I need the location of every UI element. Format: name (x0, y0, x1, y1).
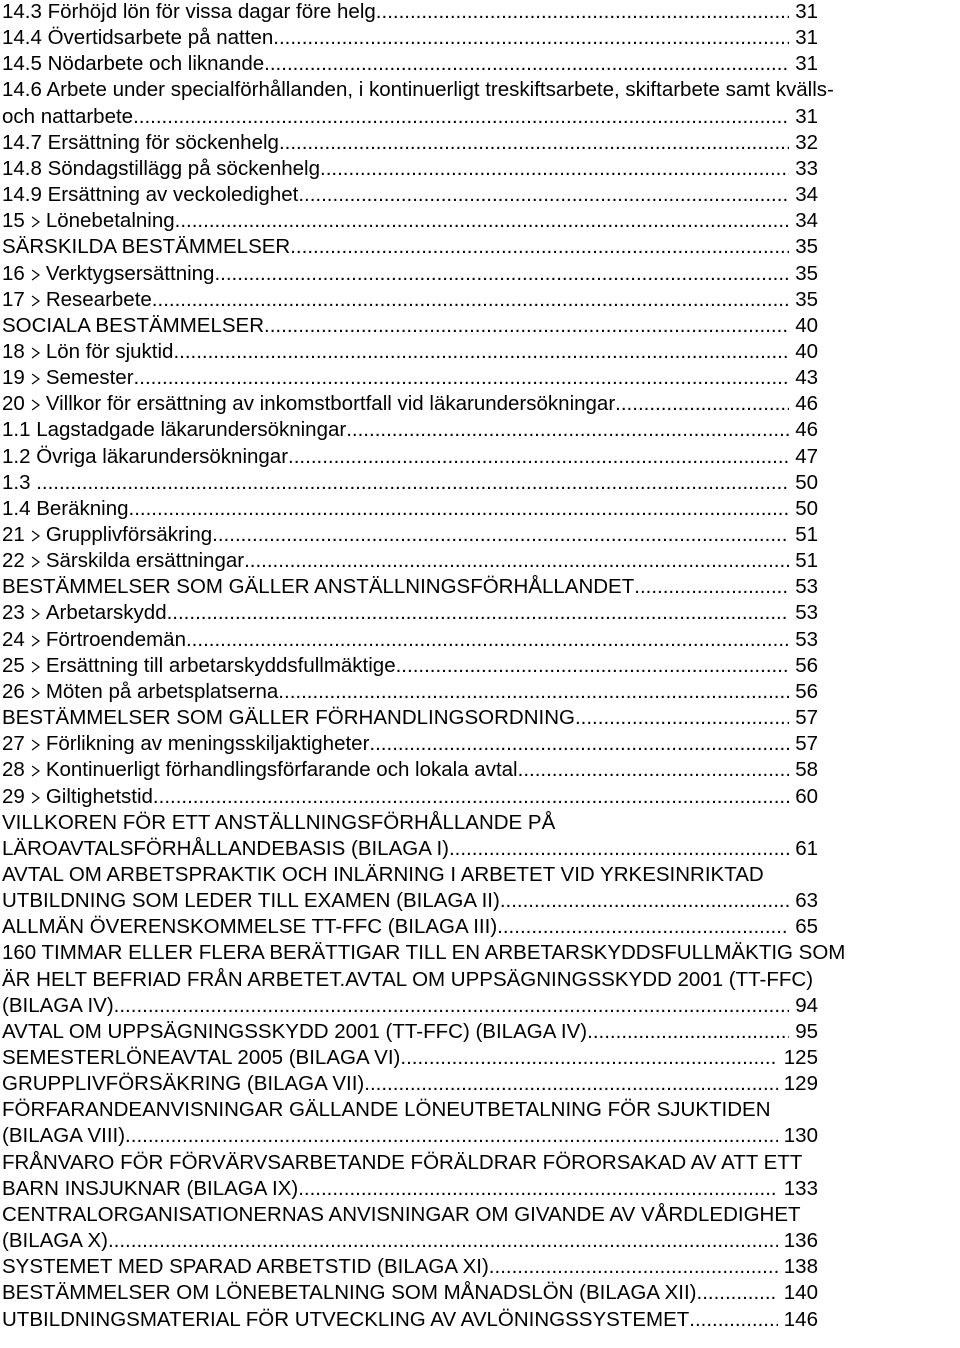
dot-leader (449, 836, 789, 862)
entry-number: 23 (2, 601, 25, 625)
dot-leader (689, 1307, 778, 1333)
toc-line (0, 967, 960, 993)
dot-leader (153, 784, 789, 810)
toc-entry-continuation[interactable] (2, 888, 818, 914)
toc-entry-heading[interactable] (2, 1202, 801, 1228)
entry-title: ALLMÄN ÖVERENSKOMMELSE TT-FFC (BILAGA III) (2, 915, 498, 939)
toc-line (0, 0, 960, 25)
toc-entry-heading[interactable] (2, 810, 555, 836)
entry-title: Grupplivförsäkring (45, 523, 213, 546)
entry-number: 14.4 (2, 26, 42, 50)
entry-title: Förhöjd lön för vissa dagar före helg (47, 0, 376, 23)
dot-leader (396, 653, 790, 679)
toc-line (0, 1280, 960, 1306)
entry-page-number: 57 (795, 706, 818, 730)
dot-leader (264, 313, 789, 339)
dot-leader (376, 0, 789, 25)
toc-entry[interactable] (2, 784, 818, 810)
entry-page-number: 50 (795, 496, 818, 520)
entry-title: Ersättning av veckoledighet (47, 183, 299, 207)
tab-arrow-icon (31, 687, 40, 699)
toc-entry-continuation[interactable] (2, 993, 818, 1019)
toc-entry[interactable] (2, 600, 818, 626)
toc-line (0, 234, 960, 260)
entry-title: Kontinuerligt förhandlingsförfarande och lokala avtal (45, 758, 518, 782)
entry-number: 15 (2, 209, 25, 233)
dot-leader (278, 679, 789, 705)
toc-entry-continuation[interactable] (2, 1176, 818, 1202)
tab-arrow-icon (31, 295, 40, 307)
entry-title: Särskilda ersättningar (45, 549, 245, 573)
dot-leader (167, 600, 790, 626)
toc-entry-heading[interactable] (2, 862, 764, 888)
entry-title: Möten på arbetsplatserna (45, 679, 279, 703)
toc-entry[interactable] (2, 705, 818, 731)
entry-page-number: 136 (783, 1229, 818, 1253)
toc-line (0, 287, 960, 313)
entry-number: 17 (2, 287, 25, 311)
entry-title-continuation: och nattarbete (2, 104, 134, 128)
dot-leader (290, 234, 789, 260)
dot-leader (298, 182, 789, 208)
toc-entry[interactable] (2, 522, 818, 548)
toc-entry-heading[interactable] (2, 1097, 771, 1123)
toc-line (0, 77, 960, 103)
entry-page-number: 51 (795, 549, 818, 573)
entry-number: 29 (2, 784, 25, 808)
toc-line (0, 208, 960, 234)
entry-title: Nödarbete och liknande (47, 52, 265, 76)
entry-title-continuation-text: ÄR HELT BEFRIAD FRÅN ARBETET.AVTAL OM UPPSÄGNINGSSKYDD 2001 (TT-FFC) (2, 967, 814, 991)
entry-title: Semester (45, 366, 134, 390)
toc-line (0, 705, 960, 731)
dot-leader (214, 261, 789, 287)
entry-number: 14.3 (2, 0, 42, 23)
toc-entry[interactable] (2, 627, 818, 653)
entry-title-continuation: BARN INSJUKNAR (BILAGA IX) (2, 1176, 299, 1200)
entry-number: 22 (2, 549, 25, 573)
entry-page-number: 32 (795, 130, 818, 154)
toc-line (0, 940, 960, 966)
toc-line (0, 679, 960, 705)
dot-leader (152, 287, 789, 313)
toc-entry[interactable] (2, 25, 818, 51)
toc-entry[interactable] (2, 757, 818, 783)
toc-entry[interactable] (2, 365, 818, 391)
toc-line (0, 862, 960, 888)
entry-page-number: 34 (795, 183, 818, 207)
toc-line (0, 470, 960, 496)
entry-title: AVTAL OM ARBETSPRAKTIK OCH INLÄRNING I ARBETET VID YRKESINRIKTAD (2, 862, 764, 886)
entry-page-number: 146 (783, 1307, 818, 1331)
dot-leader (212, 522, 789, 548)
toc-line (0, 600, 960, 626)
entry-title: Giltighetstid (45, 784, 153, 808)
toc-line (0, 784, 960, 810)
entry-title: FRÅNVARO FÖR FÖRVÄRVSARBETANDE FÖRÄLDRAR FÖRORSAKAD AV ATT ETT (2, 1150, 803, 1174)
entry-page-number: 35 (795, 261, 818, 285)
entry-page-number: 129 (783, 1072, 818, 1096)
entry-title: Ersättning för söckenhelg (47, 130, 279, 154)
toc-entry[interactable] (2, 548, 818, 574)
entry-title-continuation: UTBILDNING SOM LEDER TILL EXAMEN (BILAGA II) (2, 889, 500, 913)
entry-title: Arbete under specialförhållanden, i kontinuerligt treskiftsarbete, skiftarbete samt kvälls- (46, 78, 834, 102)
entry-title: CENTRALORGANISATIONERNAS ANVISNINGAR OM GIVANDE AV VÅRDLEDIGHET (2, 1202, 801, 1226)
toc-line (0, 1045, 960, 1071)
toc-line (0, 1019, 960, 1045)
toc-line (0, 496, 960, 522)
dot-leader (173, 339, 789, 365)
toc-line (0, 130, 960, 156)
entry-title: SYSTEMET MED SPARAD ARBETSTID (BILAGA XI) (2, 1255, 489, 1279)
toc-line (0, 417, 960, 443)
tab-arrow-icon (31, 739, 40, 751)
dot-leader (320, 156, 789, 182)
entry-title: Arbetarskydd (45, 601, 167, 625)
entry-page-number: 57 (795, 732, 818, 756)
dot-leader (615, 391, 789, 417)
entry-title: Villkor för ersättning av inkomstbortfall vid läkarundersökningar (45, 392, 616, 416)
entry-page-number: 94 (795, 993, 818, 1017)
entry-title: Lön för sjuktid (45, 339, 174, 363)
entry-page-number: 140 (783, 1281, 818, 1305)
toc-entry-heading[interactable] (2, 1150, 802, 1176)
dot-leader (288, 444, 789, 470)
dot-leader (175, 208, 790, 234)
toc-entry[interactable] (2, 496, 818, 522)
toc-line (0, 1228, 960, 1254)
entry-page-number: 138 (783, 1255, 818, 1279)
entry-number: 14.6 (2, 78, 42, 102)
entry-page-number: 133 (783, 1176, 818, 1200)
entry-page-number: 40 (795, 313, 818, 337)
toc-entry[interactable] (2, 574, 818, 600)
toc-line (0, 836, 960, 862)
toc-line (0, 391, 960, 417)
entry-title-continuation: (BILAGA VIII) (2, 1124, 126, 1148)
toc-line (0, 1176, 960, 1202)
dot-leader (575, 705, 789, 731)
dot-leader (129, 496, 790, 522)
dot-leader (273, 25, 789, 51)
dot-leader (264, 51, 789, 77)
toc-entry-continuation[interactable] (2, 836, 818, 862)
toc-line (0, 731, 960, 757)
entry-page-number: 56 (795, 653, 818, 677)
entry-page-number: 31 (795, 52, 818, 76)
toc-entry[interactable] (2, 208, 818, 234)
toc-entry[interactable] (2, 234, 818, 260)
toc-line (0, 1123, 960, 1149)
entry-title: Söndagstillägg på söckenhelg (47, 156, 321, 180)
dot-leader (134, 365, 790, 391)
entry-page-number: 125 (783, 1046, 818, 1069)
toc-line (0, 444, 960, 470)
toc-entry[interactable] (2, 182, 818, 208)
entry-page-number: 51 (795, 523, 818, 546)
entry-number: 20 (2, 392, 25, 416)
dot-leader (346, 417, 789, 443)
entry-page-number: 58 (795, 758, 818, 782)
entry-number: 14.9 (2, 183, 42, 207)
entry-title: 160 TIMMAR ELLER FLERA BERÄTTIGAR TILL EN ARBETARSKYDDSFULLMÄKTIG SOM (2, 941, 846, 965)
entry-page-number: 40 (795, 339, 818, 363)
dot-leader (400, 1045, 777, 1071)
entry-number: 28 (2, 758, 25, 782)
toc-entry-continuation[interactable] (2, 1228, 818, 1254)
dot-leader (497, 914, 789, 940)
entry-number: 21 (2, 523, 25, 546)
tab-arrow-icon (31, 216, 40, 228)
toc-entry[interactable] (2, 51, 818, 77)
toc-entry[interactable] (2, 417, 818, 443)
entry-title: Researbete (45, 287, 152, 311)
entry-title: AVTAL OM UPPSÄGNINGSSKYDD 2001 (TT-FFC) (BILAGA IV) (2, 1019, 588, 1043)
entry-title: SOCIALA BESTÄMMELSER (2, 313, 265, 337)
toc-entry[interactable] (2, 391, 818, 417)
tab-arrow-icon (31, 556, 40, 568)
toc-line (0, 182, 960, 208)
toc-line (0, 51, 960, 77)
tab-arrow-icon (31, 269, 40, 281)
entry-page-number: 43 (795, 366, 818, 390)
toc-line (0, 574, 960, 600)
toc-line (0, 522, 960, 548)
toc-entry[interactable] (2, 0, 818, 25)
entry-title: SÄRSKILDA BESTÄMMELSER (2, 235, 291, 259)
entry-title: BESTÄMMELSER OM LÖNEBETALNING SOM MÅNADSLÖN (BILAGA XII) (2, 1281, 697, 1305)
toc-line (0, 1150, 960, 1176)
entry-number: 14.8 (2, 156, 42, 180)
dot-leader (369, 731, 789, 757)
entry-page-number: 61 (795, 836, 818, 860)
entry-title: BESTÄMMELSER SOM GÄLLER ANSTÄLLNINGSFÖRHÅLLANDET (2, 575, 635, 599)
toc-line (0, 339, 960, 365)
toc-line (0, 888, 960, 914)
entry-page-number: 47 (795, 444, 818, 468)
toc-entry[interactable] (2, 653, 818, 679)
toc-entry[interactable] (2, 444, 818, 470)
toc-entry-heading[interactable] (2, 77, 834, 103)
entry-title: FÖRFARANDEANVISNINGAR GÄLLANDE LÖNEUTBETALNING FÖR SJUKTIDEN (2, 1098, 771, 1122)
toc-line (0, 914, 960, 940)
entry-page-number: 63 (795, 889, 818, 913)
toc-line (0, 1307, 960, 1333)
entry-title-continuation: LÄROAVTALSFÖRHÅLLANDEBASIS (BILAGA I) (2, 836, 449, 860)
dot-leader (108, 1228, 778, 1254)
entry-page-number: 50 (795, 470, 818, 494)
tab-arrow-icon (31, 399, 40, 411)
toc-line (0, 313, 960, 339)
dot-leader (36, 470, 789, 496)
dot-leader (587, 1019, 789, 1045)
toc-entry[interactable] (2, 156, 818, 182)
entry-title-continuation (2, 967, 813, 993)
entry-title: VILLKOREN FÖR ETT ANSTÄLLNINGSFÖRHÅLLANDE PÅ (2, 810, 556, 834)
entry-title: Förlikning av meningsskiljaktigheter (45, 732, 370, 756)
entry-page-number: 33 (795, 156, 818, 180)
entry-title: GRUPPLIVFÖRSÄKRING (BILAGA VII) (2, 1072, 365, 1096)
entry-title: Beräkning (36, 496, 129, 520)
entry-number: 1.1 (2, 418, 31, 442)
toc-line (0, 156, 960, 182)
entry-number: 24 (2, 627, 25, 651)
entry-title: Lönebetalning (45, 209, 175, 233)
entry-title: Övertidsarbete på natten (47, 26, 274, 50)
toc-line (0, 993, 960, 1019)
toc-entry[interactable] (2, 339, 818, 365)
toc-entry[interactable] (2, 261, 818, 287)
dot-leader (518, 757, 790, 783)
dot-leader (133, 104, 789, 130)
toc-line (0, 757, 960, 783)
toc-entry[interactable] (2, 313, 818, 339)
toc-entry[interactable] (2, 1280, 818, 1306)
dot-leader (186, 627, 789, 653)
entry-page-number: 130 (783, 1124, 818, 1148)
tab-arrow-icon (31, 347, 40, 359)
toc-entry[interactable] (2, 1071, 818, 1097)
toc-entry[interactable] (2, 287, 818, 313)
dot-leader (114, 993, 790, 1019)
entry-page-number: 65 (795, 915, 818, 939)
toc-line (0, 261, 960, 287)
toc-line (0, 653, 960, 679)
dot-leader (125, 1123, 778, 1149)
toc-line (0, 1202, 960, 1228)
entry-number: 18 (2, 339, 25, 363)
toc-entry-continuation[interactable] (2, 1123, 818, 1149)
entry-number: 14.5 (2, 52, 42, 76)
entry-number: 27 (2, 732, 25, 756)
entry-page-number: 35 (795, 287, 818, 311)
dot-leader (500, 888, 789, 914)
tab-arrow-icon (31, 661, 40, 673)
toc-line (0, 365, 960, 391)
entry-page-number: 56 (795, 679, 818, 703)
entry-title: Lagstadgade läkarundersökningar (36, 418, 347, 442)
entry-page-number: 31 (795, 104, 818, 128)
toc-entry[interactable] (2, 130, 818, 156)
toc-entry[interactable] (2, 1019, 818, 1045)
toc-entry[interactable] (2, 1307, 818, 1333)
toc-line (0, 104, 960, 130)
entry-title: SEMESTERLÖNEAVTAL 2005 (BILAGA VI) (2, 1046, 401, 1069)
entry-number: 25 (2, 653, 25, 677)
entry-page-number: 31 (795, 26, 818, 50)
entry-page-number: 53 (795, 575, 818, 599)
entry-title: BESTÄMMELSER SOM GÄLLER FÖRHANDLINGSORDNING (2, 706, 575, 730)
toc-line (0, 1097, 960, 1123)
toc-entry[interactable] (2, 1254, 818, 1280)
dot-leader (489, 1254, 778, 1280)
dot-leader (634, 574, 789, 600)
toc-line (0, 548, 960, 574)
toc-entry[interactable] (2, 731, 818, 757)
entry-page-number: 35 (795, 235, 818, 259)
dot-leader (364, 1071, 778, 1097)
toc-entry-continuation[interactable] (2, 104, 818, 130)
tab-arrow-icon (31, 608, 40, 620)
entry-title: Övriga läkarundersökningar (36, 444, 289, 468)
entry-title-continuation: (BILAGA X) (2, 1229, 108, 1253)
toc-line (0, 627, 960, 653)
entry-title: Ersättning till arbetarskyddsfullmäktige (45, 653, 396, 677)
toc-line (0, 810, 960, 836)
entry-number: 19 (2, 366, 25, 390)
tab-arrow-icon (31, 765, 40, 777)
tab-arrow-icon (31, 635, 40, 647)
toc-entry[interactable] (2, 679, 818, 705)
entry-page-number: 46 (795, 418, 818, 442)
entry-page-number: 31 (795, 0, 818, 23)
toc-line (0, 1071, 960, 1097)
entry-page-number: 53 (795, 627, 818, 651)
dot-leader (298, 1176, 778, 1202)
toc-line (0, 25, 960, 51)
entry-page-number: 34 (795, 209, 818, 233)
dot-leader (279, 130, 789, 156)
toc-entry[interactable] (2, 1045, 818, 1071)
toc-entry[interactable] (2, 914, 818, 940)
toc-line (0, 1254, 960, 1280)
entry-title: Förtroendemän (45, 627, 186, 651)
entry-title: Verktygsersättning (45, 261, 215, 285)
entry-number: 1.4 (2, 496, 31, 520)
entry-number: 1.3 (2, 470, 31, 494)
entry-page-number: 46 (795, 392, 818, 416)
entry-page-number: 95 (795, 1019, 818, 1043)
dot-leader (697, 1280, 778, 1306)
entry-number: 14.7 (2, 130, 42, 154)
toc-entry[interactable] (2, 470, 818, 496)
toc-entry-heading[interactable] (2, 940, 845, 966)
tab-arrow-icon (31, 530, 40, 542)
entry-page-number: 60 (795, 784, 818, 808)
entry-number: 16 (2, 261, 25, 285)
tab-arrow-icon (31, 373, 40, 385)
entry-title: UTBILDNINGSMATERIAL FÖR UTVECKLING AV AVLÖNINGSSYSTEMET (2, 1307, 690, 1331)
dot-leader (244, 548, 789, 574)
entry-title-continuation: (BILAGA IV) (2, 993, 114, 1017)
entry-number: 26 (2, 679, 25, 703)
entry-number: 1.2 (2, 444, 31, 468)
entry-page-number: 53 (795, 601, 818, 625)
tab-arrow-icon (31, 792, 40, 804)
